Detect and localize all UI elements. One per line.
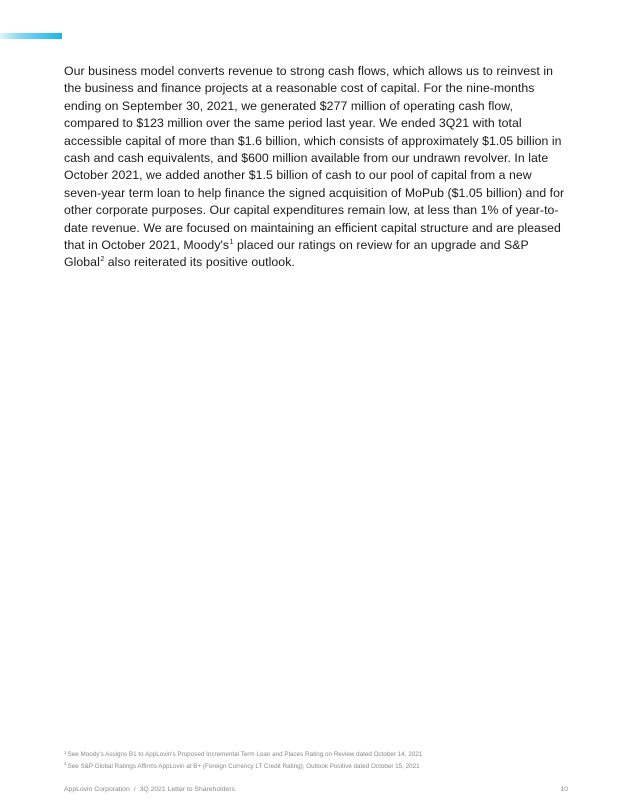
footnote-text: See Moody's Assigns B1 to AppLovin's Proposed Incremental Term Loan and Places Rating on Review dated October 14, 2021	[67, 751, 423, 758]
footer-left	[64, 786, 235, 793]
footnote-1	[64, 749, 584, 761]
body-paragraph	[64, 63, 570, 272]
footnote-marker: 1	[64, 749, 67, 755]
footnote-ref-2[interactable]: 2	[100, 256, 105, 264]
body-text-part-1: Our business model converts revenue to strong cash flows, which allows us to reinvest in the business and finance projects at a reasonable cost of capital. For the nine-months ending on September 30, 2021, we generated $277 million of operating cash flow, compared to $123 million over the same period last year. We ended 3Q21 with total accessible capital of more than $1.6 billion, which consists of approximately $1.05 billion in cash and cash equivalents, and $600 million available from our undrawn revolver. In late October 2021, we added another $1.5 billion of cash to our pool of capital from a new seven-year term loan to help finance the signed acquisition of MoPub ($1.05 billion) and for other corporate purposes. Our capital expenditures remain low, at less than 1% of year-to-date revenue. We are focused on maintaining an efficient capital structure and are pleased that in October 2021, Moody's	[64, 64, 565, 253]
accent-bar	[0, 33, 62, 39]
footer-separator: /	[133, 786, 136, 793]
footer-document-title: 3Q 2021 Letter to Shareholders	[139, 786, 235, 793]
body-text-part-2: placed our ratings on review for an upgrade and S&P Global	[64, 238, 529, 270]
page-number: 10	[560, 786, 568, 793]
footnote-ref-1[interactable]: 1	[229, 239, 234, 247]
body-text-part-3: also reiterated its positive outlook.	[104, 255, 295, 270]
footnote-text: See S&P Global Ratings Affirms AppLovin at B+ (Foreign Currency LT Credit Rating); Outlook Positive dated October 15, 2021	[67, 762, 420, 770]
footnote-marker: 2	[64, 761, 67, 766]
footnotes	[64, 749, 584, 772]
footer-company: AppLovin Corporation	[64, 786, 130, 793]
footnote-2	[64, 761, 584, 773]
